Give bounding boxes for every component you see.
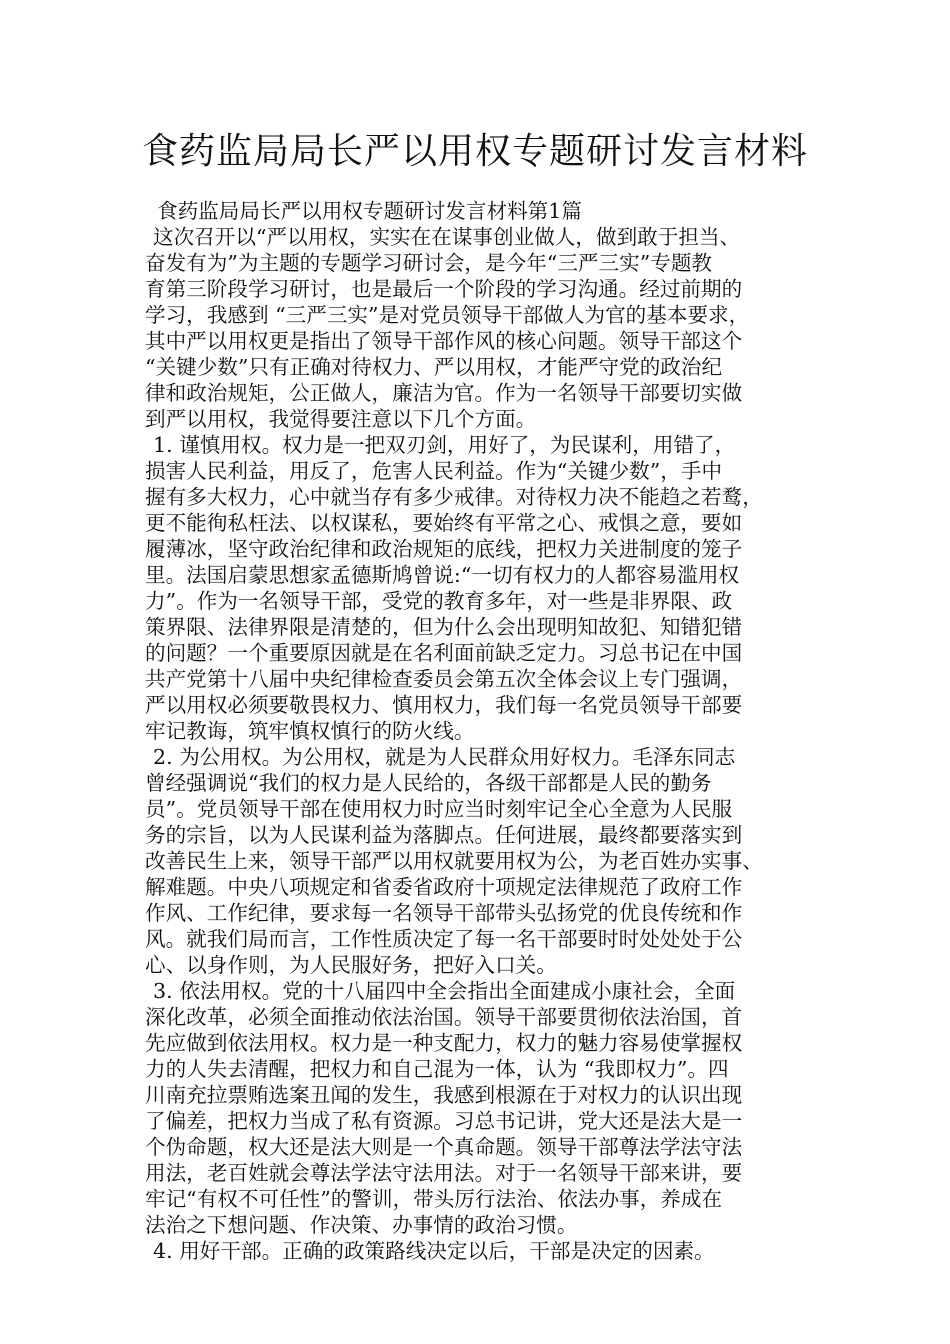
text-line: 深化改革，必须全面推动依法治国。领导干部要贯彻依法治国，首 bbox=[145, 1005, 743, 1029]
document-title: 食药监局局长严以用权专题研讨发言材料 bbox=[141, 131, 808, 172]
text-line: 这次召开以“严以用权，实实在在谋事创业做人，做到敢于担当、 bbox=[153, 225, 741, 249]
text-line: 其中严以用权更是指出了领导干部作风的核心问题。领导干部这个 bbox=[145, 329, 743, 353]
paragraph-lines bbox=[145, 224, 817, 1264]
text-line: 3. 依法用权。党的十八届四中全会指出全面建成小康社会，全面 bbox=[153, 979, 736, 1003]
text-line: 握有多大权力，心中就当存有多少戒律。对待权力决不能趋之若鹜， bbox=[145, 485, 763, 509]
text-line: 律和政治规矩，公正做人，廉洁为官。作为一名领导干部要切实做 bbox=[145, 381, 743, 405]
text-line: “关键少数”只有正确对待权力、严以用权，才能严守党的政治纪 bbox=[145, 355, 723, 379]
document-body bbox=[145, 198, 817, 1264]
text-line: 严以用权必须要敬畏权力、慎用权力，我们每一名党员领导干部要 bbox=[145, 693, 743, 717]
text-line: 解难题。中央八项规定和省委省政府十项规定法律规范了政府工作 bbox=[145, 875, 743, 899]
text-line: 务的宗旨，以为人民谋利益为落脚点。任何进展，最终都要落实到 bbox=[145, 823, 743, 847]
text-line: 学习，我感到 “三严三实”是对党员领导干部做人为官的基本要求， bbox=[145, 303, 750, 327]
text-line: 川南充拉票贿选案丑闻的发生，我感到根源在于对权力的认识出现 bbox=[145, 1083, 743, 1107]
text-line: 策界限、法律界限是清楚的，但为什么会出现明知故犯、知错犯错 bbox=[145, 615, 743, 639]
text-line: 育第三阶段学习研讨，也是最后一个阶段的学习沟通。经过前期的 bbox=[145, 277, 743, 301]
text-line: 改善民生上来，领导干部严以用权就要用权为公，为老百姓办实事、 bbox=[145, 849, 763, 873]
text-line: 的问题？一个重要原因就是在名利面前缺乏定力。习总书记在中国 bbox=[145, 641, 743, 665]
text-line: 用法，老百姓就会尊法学法守法用法。对于一名领导干部来讲，要 bbox=[145, 1161, 743, 1185]
text-line: 风。就我们局而言，工作性质决定了每一名干部要时时处处处于公 bbox=[145, 927, 743, 951]
text-line: 损害人民利益，用反了，危害人民利益。作为“关键少数”，手中 bbox=[145, 459, 723, 483]
text-line: 更不能徇私枉法、以权谋私，要始终有平常之心、戒惧之意，要如 bbox=[145, 511, 743, 535]
text-line: 1. 谨慎用权。权力是一把双刃剑，用好了，为民谋利，用错了， bbox=[153, 433, 736, 457]
section-heading: 食药监局局长严以用权专题研讨发言材料第1篇 bbox=[157, 199, 582, 223]
text-line: 到严以用权，我觉得要注意以下几个方面。 bbox=[145, 407, 537, 431]
text-line: 里。法国启蒙思想家孟德斯鸠曾说:“一切有权力的人都容易滥用权 bbox=[145, 563, 740, 587]
text-line: 先应做到依法用权。权力是一种支配力，权力的魅力容易使掌握权 bbox=[145, 1031, 743, 1055]
text-line: 履薄冰，坚守政治纪律和政治规矩的底线，把权力关进制度的笼子 bbox=[145, 537, 743, 561]
text-line: 4. 用好干部。正确的政策路线决定以后，干部是决定的因素。 bbox=[153, 1239, 715, 1263]
text-line: 心、以身作则，为人民服好务，把好入口关。 bbox=[145, 953, 557, 977]
text-line: 共产党第十八届中央纪律检查委员会第五次全体会议上专门强调， bbox=[145, 667, 743, 691]
text-line: 2. 为公用权。为公用权，就是为人民群众用好权力。毛泽东同志 bbox=[153, 745, 736, 769]
text-line: 作风、工作纪律，要求每一名领导干部带头弘扬党的优良传统和作 bbox=[145, 901, 743, 925]
text-line: 奋发有为”为主题的专题学习研讨会，是今年“三严三实”专题教 bbox=[145, 251, 713, 275]
text-line: 牢记“有权不可任性”的警训，带头厉行法治、依法办事，养成在 bbox=[145, 1187, 723, 1211]
text-line: 个伪命题，权大还是法大则是一个真命题。领导干部尊法学法守法 bbox=[145, 1135, 743, 1159]
text-line: 员”。党员领导干部在使用权力时应当时刻牢记全心全意为人民服 bbox=[145, 797, 733, 821]
text-line: 力的人失去清醒，把权力和自己混为一体，认为 “我即权力”。四 bbox=[145, 1057, 729, 1081]
text-line: 牢记教诲，筑牢慎权慎行的防火线。 bbox=[145, 719, 475, 743]
text-line: 法治之下想问题、作决策、办事情的政治习惯。 bbox=[145, 1213, 578, 1237]
text-line: 曾经强调说“我们的权力是人民给的，各级干部都是人民的勤务 bbox=[145, 771, 712, 795]
text-line: 了偏差，把权力当成了私有资源。习总书记讲，党大还是法大是一 bbox=[145, 1109, 743, 1133]
text-line: 力”。作为一名领导干部，受党的教育多年，对一些是非界限、政 bbox=[145, 589, 733, 613]
